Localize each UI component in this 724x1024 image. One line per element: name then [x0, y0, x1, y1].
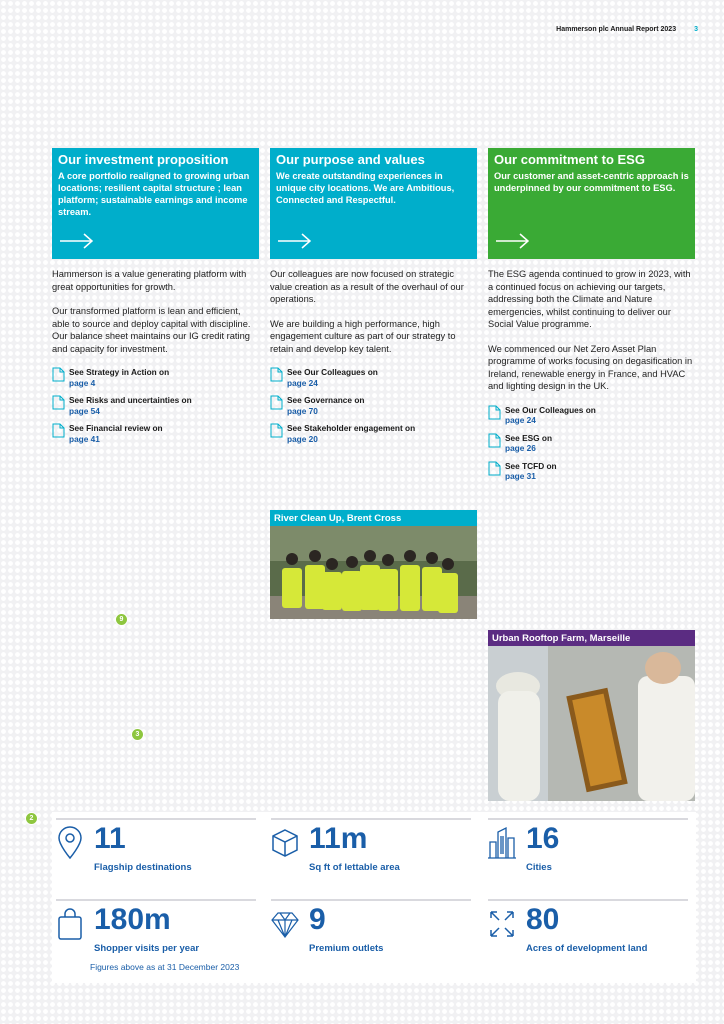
document-icon: [270, 367, 283, 382]
photo-caption: River Clean Up, Brent Cross: [270, 510, 477, 526]
document-icon: [270, 395, 283, 410]
stat-label: Shopper visits per year: [94, 943, 200, 954]
document-icon: [488, 461, 501, 476]
document-icon: [52, 367, 65, 382]
esg-column: [488, 148, 695, 489]
paragraph: Hammerson is a value generating platform with great opportunities for growth.: [52, 269, 247, 292]
link-text: See Financial review on: [69, 423, 163, 433]
stat-cities: [488, 818, 688, 890]
stat-flagship-destinations: [56, 818, 256, 890]
map-pin[interactable]: 3: [131, 728, 144, 741]
link-text: See Our Colleagues on: [505, 404, 596, 415]
paragraph: Our transformed platform is lean and efficient, able to source and deploy capital with discipline. Our balance sheet maintains our IG credit rating and capacity for investment.: [52, 306, 251, 354]
reference-link[interactable]: [270, 423, 477, 444]
link-text: See Stakeholder engagement on: [287, 423, 416, 433]
shopping-bag-icon: [56, 907, 84, 941]
expand-arrows-icon: [488, 907, 516, 941]
esg-box: [488, 148, 695, 259]
investment-column: [52, 148, 259, 451]
arrow-right-icon[interactable]: [496, 233, 530, 249]
document-icon: [270, 423, 283, 438]
reference-links: [488, 405, 695, 482]
location-pin-icon: [56, 826, 84, 860]
stat-label: Acres of development land: [526, 943, 648, 954]
link-page: page 31: [505, 471, 536, 481]
beekeeping-photo-image: [488, 646, 695, 801]
stat-value: 180m: [94, 903, 171, 936]
box-title: Our investment proposition: [58, 152, 229, 167]
stats-footnote: Figures above as at 31 December 2023: [90, 962, 240, 972]
paragraph: Our colleagues are now focused on strategic value creation as a result of the overhaul of our operations.: [270, 269, 464, 304]
box-title: Our commitment to ESG: [494, 152, 645, 167]
link-page: page 70: [287, 405, 318, 416]
stat-label: Cities: [526, 862, 552, 873]
link-page: page 4: [69, 377, 96, 388]
stat-lettable-area: [271, 818, 471, 890]
stat-label: Premium outlets: [309, 943, 384, 954]
link-page: page 24: [287, 377, 318, 388]
link-page: page 26: [505, 443, 536, 453]
box-text: We create outstanding experiences in unique city locations. We are Ambitious, Connected and Respectful.: [276, 171, 455, 205]
photo-caption: Urban Rooftop Farm, Marseille: [488, 630, 695, 646]
purpose-box: [270, 148, 477, 259]
reference-links: [52, 367, 259, 444]
stat-value: 80: [526, 903, 560, 936]
city-buildings-icon: [488, 826, 516, 860]
rooftop-farm-photo: [488, 630, 695, 801]
reference-link[interactable]: [488, 433, 695, 454]
reference-link[interactable]: [488, 461, 695, 482]
link-text: See Strategy in Action on: [69, 367, 170, 377]
reference-link[interactable]: [270, 395, 477, 416]
box-text: Our customer and asset-centric approach is underpinned by our commitment to ESG.: [494, 171, 689, 193]
investment-box: [52, 148, 259, 259]
body-text: [52, 268, 259, 355]
document-icon: [488, 405, 501, 420]
link-text: See Risks and uncertainties on: [69, 395, 192, 405]
cube-icon: [271, 826, 299, 860]
page-header: [556, 26, 698, 33]
stat-value: 11: [94, 822, 126, 855]
stat-value: 16: [526, 822, 560, 855]
link-page: page 54: [69, 405, 100, 416]
report-title: Hammerson plc Annual Report 2023: [556, 26, 677, 33]
link-page: page 20: [287, 433, 318, 444]
body-text: [488, 268, 695, 393]
link-text: See Our Colleagues on: [287, 367, 378, 377]
arrow-right-icon[interactable]: [278, 233, 312, 249]
document-icon: [52, 395, 65, 410]
link-text: See TCFD on: [505, 460, 557, 471]
reference-link[interactable]: [270, 367, 477, 388]
paragraph: We are building a high performance, high engagement culture as part of our strategy to retain and develop key talent.: [270, 318, 456, 354]
stat-label: Sq ft of lettable area: [309, 862, 400, 873]
reference-links: [270, 367, 477, 444]
link-text: See ESG on: [505, 432, 553, 443]
page-number: 3: [694, 26, 698, 33]
river-cleanup-photo: [270, 510, 477, 619]
body-text: [270, 268, 477, 355]
stat-shopper-visits: [56, 899, 256, 971]
link-page: page 41: [69, 433, 100, 444]
diamond-icon: [271, 907, 299, 941]
arrow-right-icon[interactable]: [60, 233, 94, 249]
reference-link[interactable]: [488, 405, 695, 426]
link-page: page 24: [505, 415, 536, 425]
stat-value: 9: [309, 903, 326, 936]
stat-value: 11m: [309, 822, 368, 855]
document-icon: [52, 423, 65, 438]
paragraph: The ESG agenda continued to grow in 2023, with a continued focus on achieving our targets, addressing both the Climate and Nature emergencies, whilst continuing to deliver our Social Value programme.: [488, 269, 691, 329]
paragraph: We commenced our Net Zero Asset Plan programme of works focusing on degasification in Ireland, renewable energy in France, and HVAC and lighting design in the UK.: [488, 343, 693, 391]
purpose-column: [270, 148, 477, 451]
box-title: Our purpose and values: [276, 152, 425, 167]
box-text: A core portfolio realigned to growing urban locations; resilient capital structure ; lean platform; sustainable earnings and income stream.: [58, 171, 250, 217]
stat-premium-outlets: [271, 899, 471, 971]
link-text: See Governance on: [287, 395, 365, 405]
key-stats-panel: [52, 812, 696, 983]
reference-link[interactable]: [52, 367, 259, 388]
reference-link[interactable]: [52, 395, 259, 416]
group-photo-image: [270, 526, 477, 619]
stat-development-land: [488, 899, 688, 971]
reference-link[interactable]: [52, 423, 259, 444]
stat-label: Flagship destinations: [94, 862, 192, 873]
map-pin[interactable]: 9: [115, 613, 128, 626]
document-icon: [488, 433, 501, 448]
map-pin[interactable]: 2: [25, 812, 38, 825]
